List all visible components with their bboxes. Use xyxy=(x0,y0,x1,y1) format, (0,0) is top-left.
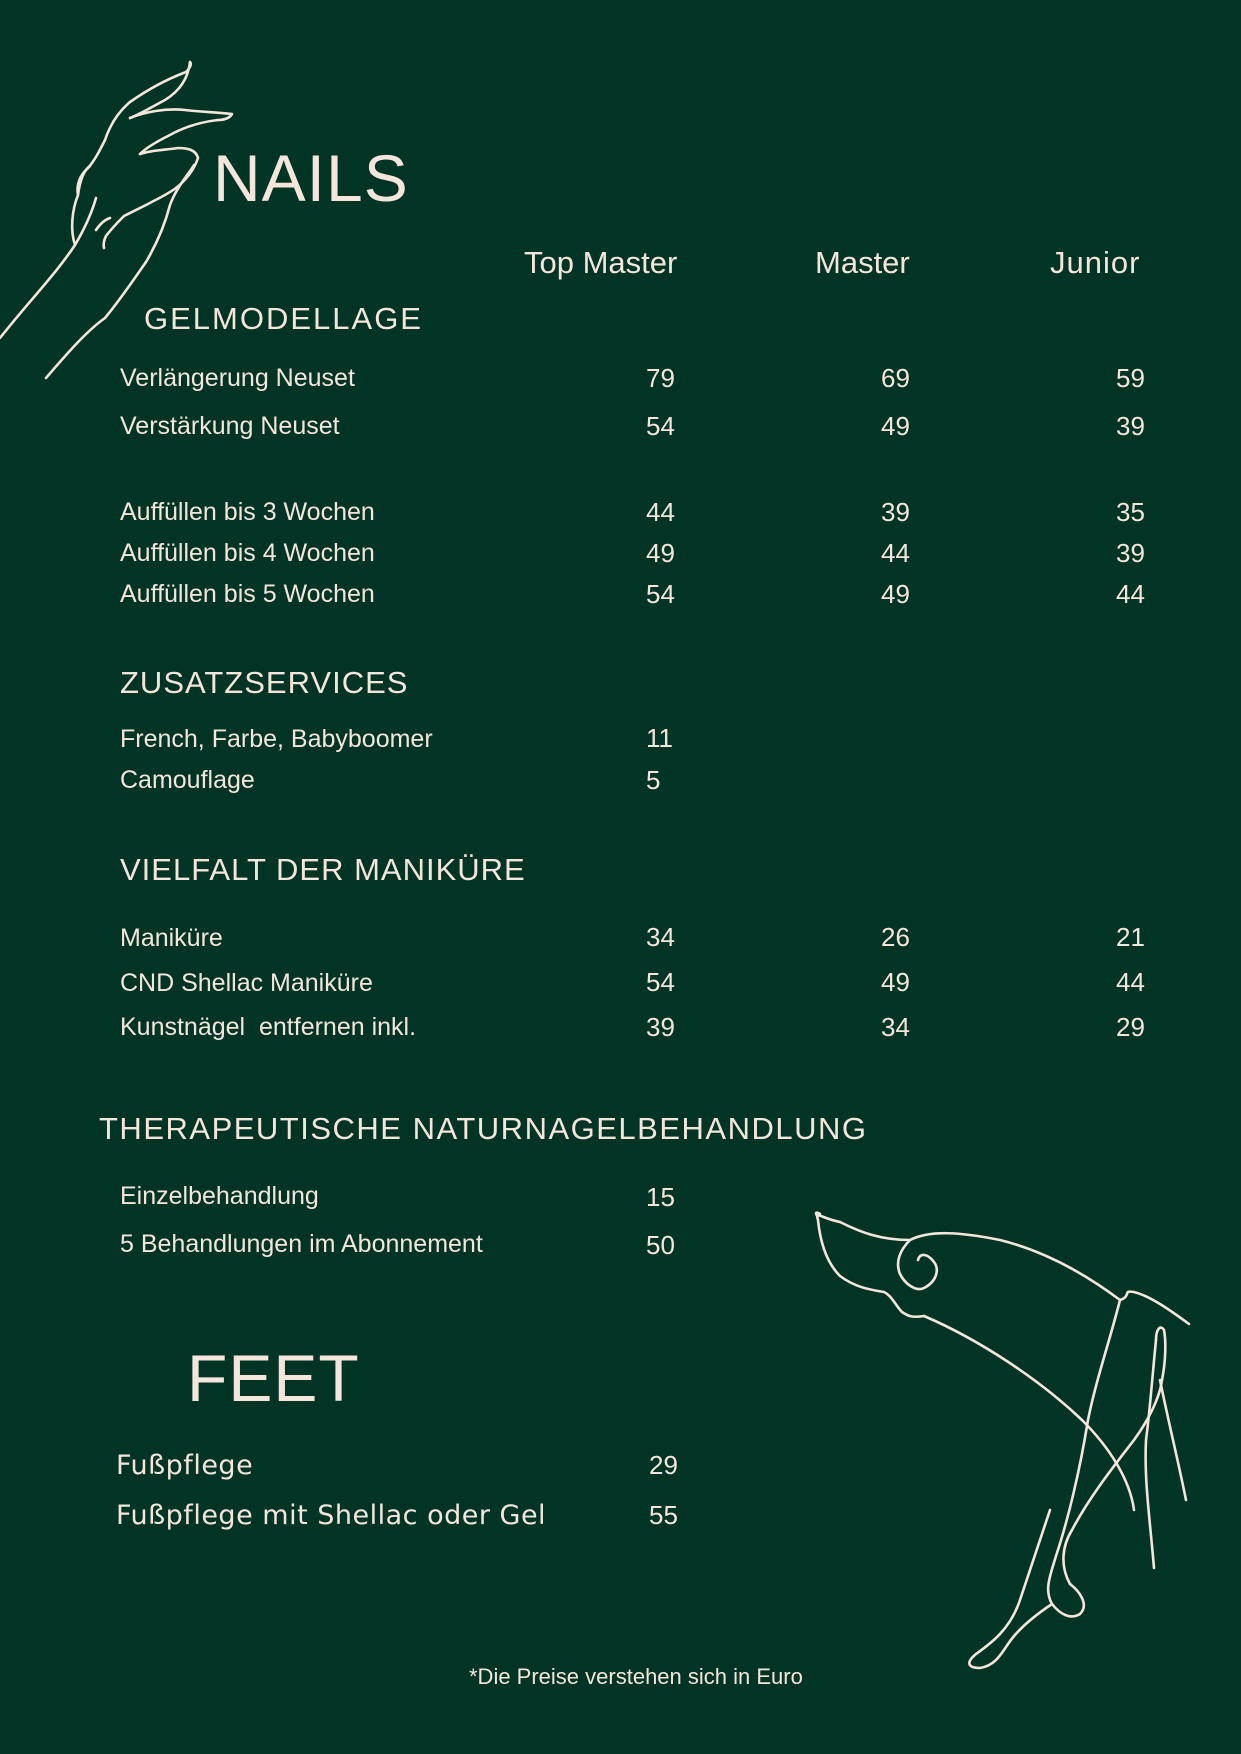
price-master: 49 xyxy=(881,967,910,997)
price-top-master: 11 xyxy=(646,723,673,753)
price-junior: 29 xyxy=(1116,1012,1145,1042)
price-master: 49 xyxy=(881,411,910,441)
price-top-master: 54 xyxy=(646,579,675,609)
service-label: Auffüllen bis 4 Wochen xyxy=(120,539,375,567)
price-junior: 39 xyxy=(1116,411,1145,441)
service-label: 5 Behandlungen im Abonnement xyxy=(120,1230,483,1258)
price-feet: 55 xyxy=(649,1500,678,1530)
price-master: 26 xyxy=(881,922,910,952)
price-top-master: 39 xyxy=(646,1012,675,1042)
price-master: 69 xyxy=(881,363,910,393)
price-top-master: 44 xyxy=(646,497,675,527)
service-label: CND Shellac Maniküre xyxy=(120,969,373,997)
footnote: *Die Preise verstehen sich in Euro xyxy=(469,1664,803,1689)
section-heading-zusatzservices: ZUSATZSERVICES xyxy=(120,665,409,700)
section-heading-therapeutisch: THERAPEUTISCHE NATURNAGELBEHANDLUNG xyxy=(99,1111,868,1146)
service-label: Verstärkung Neuset xyxy=(120,412,340,440)
price-top-master: 5 xyxy=(646,765,661,795)
price-junior: 59 xyxy=(1116,363,1145,393)
feet-title: FEET xyxy=(187,1341,360,1415)
price-top-master: 49 xyxy=(646,538,675,568)
service-label: Fußpflege mit Shellac oder Gel xyxy=(116,1500,547,1531)
service-label: Fußpflege xyxy=(116,1450,254,1481)
service-label: Auffüllen bis 5 Wochen xyxy=(120,580,375,608)
price-master: 34 xyxy=(881,1012,910,1042)
service-label: Kunstnägel entfernen inkl. xyxy=(120,1013,417,1041)
price-junior: 44 xyxy=(1116,967,1145,997)
service-label: Maniküre xyxy=(120,924,223,952)
price-junior: 35 xyxy=(1116,497,1145,527)
price-top-master: 79 xyxy=(646,363,675,393)
page-title: NAILS xyxy=(213,141,409,215)
section-heading-gelmodellage: GELMODELLAGE xyxy=(144,301,423,336)
service-label: French, Farbe, Babyboomer xyxy=(120,725,433,753)
price-master: 44 xyxy=(881,538,910,568)
price-junior: 39 xyxy=(1116,538,1145,568)
service-label: Einzelbehandlung xyxy=(120,1182,319,1210)
price-junior: 44 xyxy=(1116,579,1145,609)
section-heading-manikuere: VIELFALT DER MANIKÜRE xyxy=(120,852,526,887)
price-feet: 29 xyxy=(649,1450,678,1480)
column-header-junior: Junior xyxy=(1050,245,1141,280)
price-master: 49 xyxy=(881,579,910,609)
price-top-master: 15 xyxy=(646,1182,675,1212)
price-top-master: 54 xyxy=(646,967,675,997)
price-junior: 21 xyxy=(1116,922,1145,952)
service-label: Verlängerung Neuset xyxy=(120,364,355,392)
price-top-master: 50 xyxy=(646,1230,675,1260)
service-label: Auffüllen bis 3 Wochen xyxy=(120,498,375,526)
column-header-top-master: Top Master xyxy=(524,245,678,280)
column-header-master: Master xyxy=(815,245,910,280)
price-top-master: 54 xyxy=(646,411,675,441)
price-master: 39 xyxy=(881,497,910,527)
service-label: Camouflage xyxy=(120,766,255,794)
price-top-master: 34 xyxy=(646,922,675,952)
